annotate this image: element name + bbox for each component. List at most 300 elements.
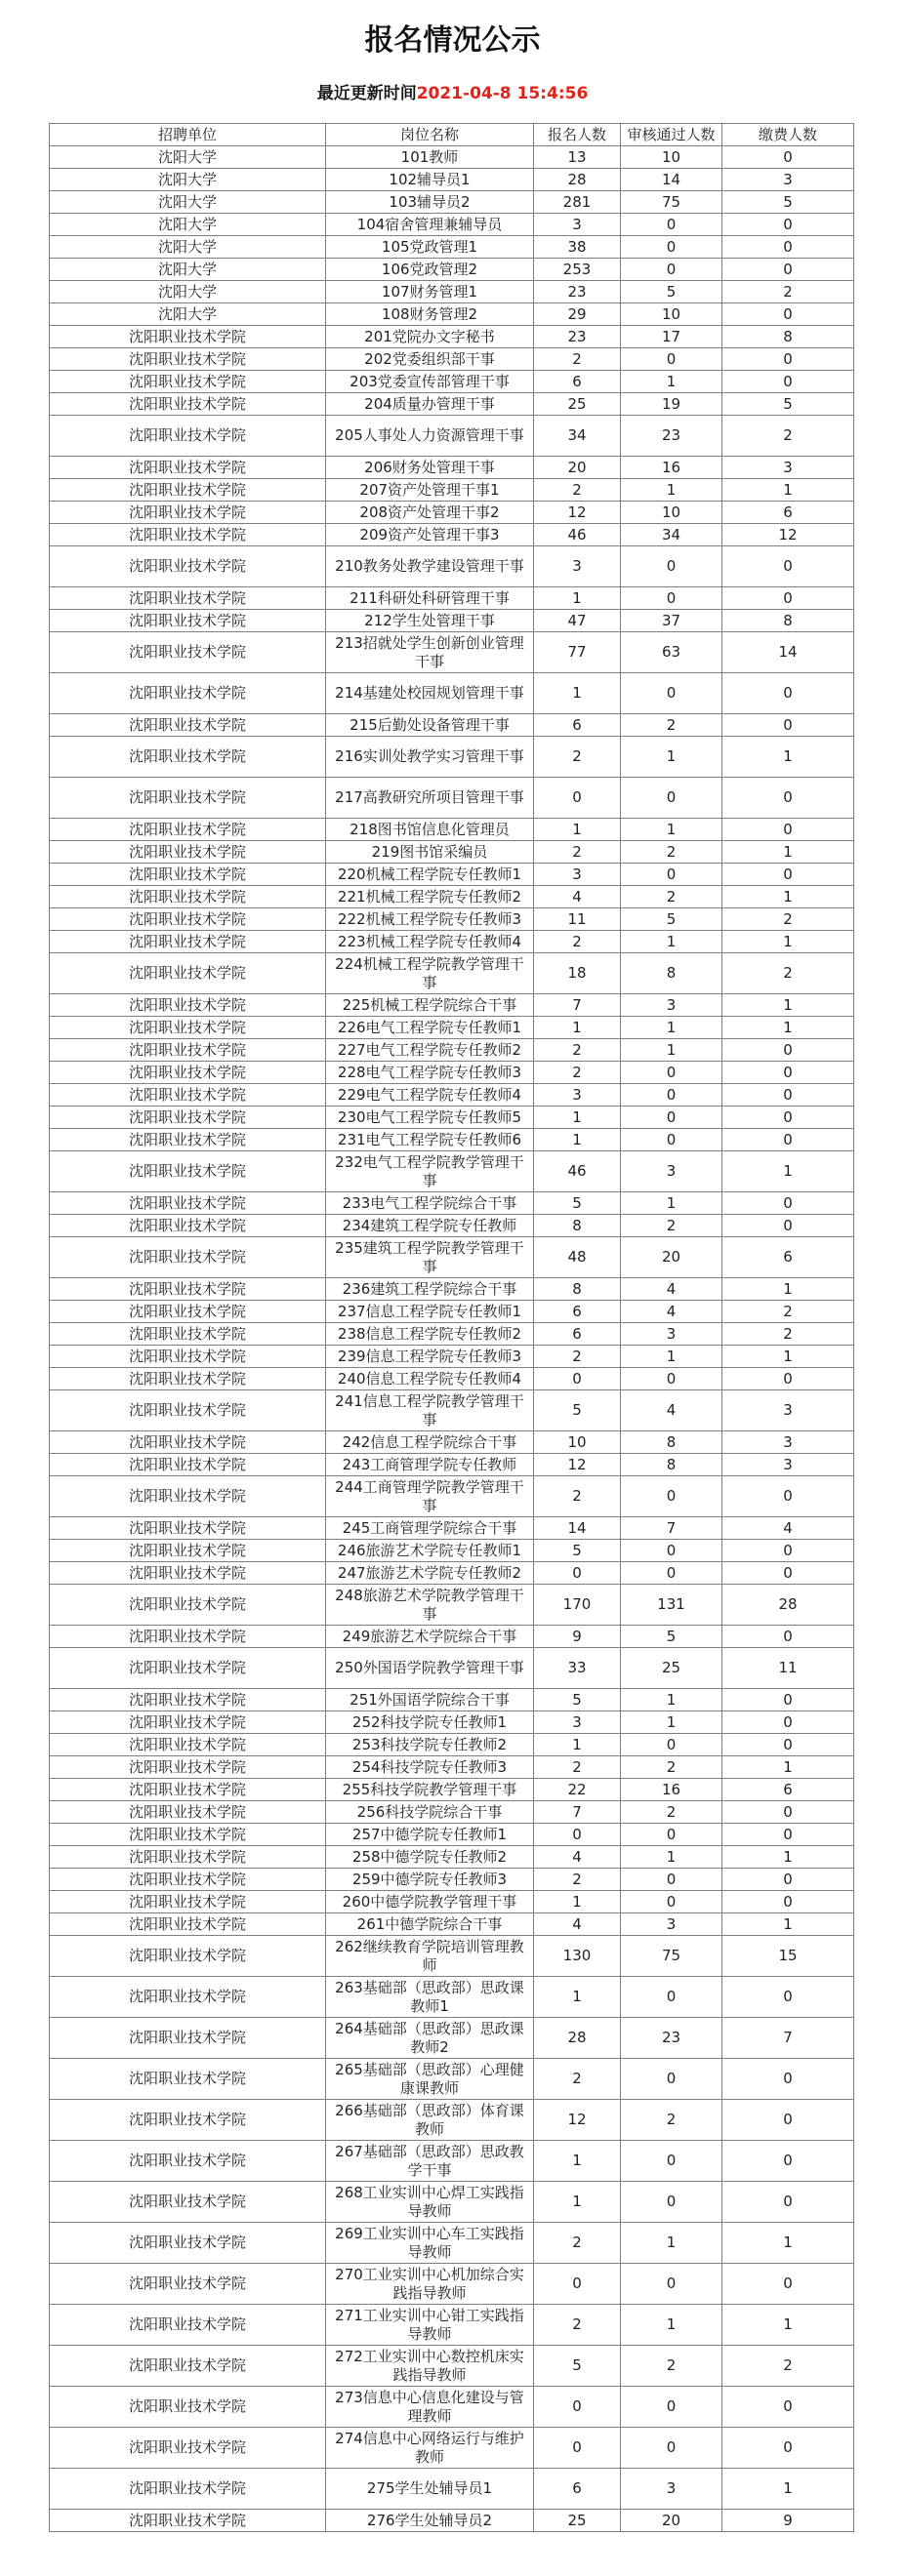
unit-cell: 沈阳职业技术学院 — [50, 737, 326, 778]
unit-cell: 沈阳职业技术学院 — [50, 714, 326, 737]
table-row — [50, 1913, 854, 1936]
paid-cell: 12 — [722, 524, 854, 546]
paid-cell: 1 — [722, 2223, 854, 2264]
table-row — [50, 953, 854, 994]
post-cell: 218图书馆信息化管理员 — [326, 819, 534, 841]
applicants-cell: 0 — [534, 1368, 621, 1390]
approved-cell: 2 — [621, 1756, 722, 1779]
applicants-cell: 2 — [534, 1346, 621, 1368]
paid-cell: 1 — [722, 1846, 854, 1869]
table-row — [50, 479, 854, 502]
table-row — [50, 1585, 854, 1626]
approved-cell: 14 — [621, 169, 722, 191]
post-cell: 211科研处科研管理干事 — [326, 587, 534, 610]
post-cell: 214基建处校园规划管理干事 — [326, 673, 534, 714]
paid-cell: 1 — [722, 2305, 854, 2346]
paid-cell: 1 — [722, 479, 854, 502]
unit-cell: 沈阳职业技术学院 — [50, 1346, 326, 1368]
post-cell: 227电气工程学院专任教师2 — [326, 1039, 534, 1062]
applicants-cell: 4 — [534, 886, 621, 908]
applicants-cell: 11 — [534, 908, 621, 931]
post-cell: 251外国语学院综合干事 — [326, 1689, 534, 1711]
approved-cell: 1 — [621, 819, 722, 841]
post-cell: 206财务处管理干事 — [326, 457, 534, 479]
approved-cell: 23 — [621, 416, 722, 457]
unit-cell: 沈阳职业技术学院 — [50, 524, 326, 546]
applicants-cell: 1 — [534, 1891, 621, 1913]
post-cell: 243工商管理学院专任教师 — [326, 1454, 534, 1476]
approved-cell: 0 — [621, 587, 722, 610]
paid-cell: 6 — [722, 1237, 854, 1278]
approved-cell: 0 — [621, 1891, 722, 1913]
paid-cell: 0 — [722, 259, 854, 281]
unit-cell: 沈阳大学 — [50, 214, 326, 236]
paid-cell: 3 — [722, 1390, 854, 1431]
applicants-cell: 48 — [534, 1237, 621, 1278]
paid-cell: 1 — [722, 886, 854, 908]
approved-cell: 0 — [621, 2428, 722, 2469]
unit-cell: 沈阳职业技术学院 — [50, 1129, 326, 1151]
table-row — [50, 303, 854, 326]
approved-cell: 0 — [621, 259, 722, 281]
applicants-cell: 1 — [534, 2141, 621, 2182]
table-row — [50, 348, 854, 371]
table-row — [50, 610, 854, 632]
unit-cell: 沈阳职业技术学院 — [50, 1107, 326, 1129]
applicants-cell: 29 — [534, 303, 621, 326]
paid-cell: 3 — [722, 457, 854, 479]
unit-cell: 沈阳职业技术学院 — [50, 1689, 326, 1711]
table-row — [50, 908, 854, 931]
paid-cell: 0 — [722, 673, 854, 714]
unit-cell: 沈阳职业技术学院 — [50, 348, 326, 371]
table-row — [50, 236, 854, 259]
approved-cell: 17 — [621, 326, 722, 348]
post-cell: 104宿舍管理兼辅导员 — [326, 214, 534, 236]
post-cell: 265基础部（思政部）心理健康课教师 — [326, 2059, 534, 2100]
applicants-cell: 5 — [534, 1390, 621, 1431]
unit-cell: 沈阳职业技术学院 — [50, 1368, 326, 1390]
paid-cell: 1 — [722, 737, 854, 778]
approved-cell: 23 — [621, 2018, 722, 2059]
table-row — [50, 1734, 854, 1756]
applicants-cell: 18 — [534, 953, 621, 994]
unit-cell: 沈阳职业技术学院 — [50, 2346, 326, 2387]
post-cell: 276学生处辅导员2 — [326, 2510, 534, 2532]
paid-cell: 0 — [722, 546, 854, 587]
unit-cell: 沈阳职业技术学院 — [50, 841, 326, 864]
unit-cell: 沈阳职业技术学院 — [50, 1734, 326, 1756]
paid-cell: 0 — [722, 587, 854, 610]
paid-cell: 5 — [722, 393, 854, 416]
approved-cell: 5 — [621, 281, 722, 303]
table-row — [50, 931, 854, 953]
post-cell: 252科技学院专任教师1 — [326, 1711, 534, 1734]
applicants-cell: 1 — [534, 1017, 621, 1039]
table-row — [50, 2018, 854, 2059]
post-cell: 213招就处学生创新创业管理干事 — [326, 632, 534, 673]
table-row — [50, 1062, 854, 1084]
table-row — [50, 1540, 854, 1562]
table-row — [50, 819, 854, 841]
applicants-cell: 1 — [534, 1734, 621, 1756]
approved-cell: 25 — [621, 1648, 722, 1689]
post-cell: 234建筑工程学院专任教师 — [326, 1215, 534, 1237]
unit-cell: 沈阳职业技术学院 — [50, 457, 326, 479]
applicants-cell: 13 — [534, 146, 621, 169]
table-row — [50, 1237, 854, 1278]
post-cell: 221机械工程学院专任教师2 — [326, 886, 534, 908]
table-row — [50, 1476, 854, 1517]
post-cell: 256科技学院综合干事 — [326, 1801, 534, 1824]
unit-cell: 沈阳职业技术学院 — [50, 2428, 326, 2469]
paid-cell: 3 — [722, 1454, 854, 1476]
applicants-cell: 2 — [534, 1476, 621, 1517]
paid-cell: 3 — [722, 1431, 854, 1454]
unit-cell: 沈阳职业技术学院 — [50, 479, 326, 502]
unit-cell: 沈阳职业技术学院 — [50, 2264, 326, 2305]
registration-table — [49, 123, 854, 2532]
unit-cell: 沈阳职业技术学院 — [50, 1084, 326, 1107]
approved-cell: 4 — [621, 1278, 722, 1301]
paid-cell: 0 — [722, 1107, 854, 1129]
approved-cell: 0 — [621, 2141, 722, 2182]
paid-cell: 5 — [722, 191, 854, 214]
unit-cell: 沈阳职业技术学院 — [50, 1017, 326, 1039]
applicants-cell: 281 — [534, 191, 621, 214]
paid-cell: 0 — [722, 1689, 854, 1711]
table-row — [50, 1648, 854, 1689]
unit-cell: 沈阳职业技术学院 — [50, 2305, 326, 2346]
post-cell: 217高教研究所项目管理干事 — [326, 778, 534, 819]
post-cell: 249旅游艺术学院综合干事 — [326, 1626, 534, 1648]
unit-cell: 沈阳职业技术学院 — [50, 416, 326, 457]
applicants-cell: 3 — [534, 546, 621, 587]
unit-cell: 沈阳职业技术学院 — [50, 1779, 326, 1801]
approved-cell: 131 — [621, 1585, 722, 1626]
applicants-cell: 0 — [534, 778, 621, 819]
applicants-cell: 28 — [534, 2018, 621, 2059]
post-cell: 107财务管理1 — [326, 281, 534, 303]
paid-cell: 0 — [722, 1368, 854, 1390]
unit-cell: 沈阳职业技术学院 — [50, 1585, 326, 1626]
approved-cell: 16 — [621, 457, 722, 479]
unit-cell: 沈阳职业技术学院 — [50, 908, 326, 931]
post-cell: 272工业实训中心数控机床实践指导教师 — [326, 2346, 534, 2387]
table-header-row — [50, 124, 854, 146]
applicants-cell: 6 — [534, 371, 621, 393]
applicants-cell: 130 — [534, 1936, 621, 1977]
approved-cell: 3 — [621, 1323, 722, 1346]
unit-cell: 沈阳职业技术学院 — [50, 610, 326, 632]
unit-cell: 沈阳大学 — [50, 236, 326, 259]
applicants-cell: 25 — [534, 2510, 621, 2532]
table-row — [50, 1346, 854, 1368]
post-cell: 241信息工程学院教学管理干事 — [326, 1390, 534, 1431]
post-cell: 259中德学院专任教师3 — [326, 1869, 534, 1891]
applicants-cell: 23 — [534, 326, 621, 348]
applicants-cell: 1 — [534, 1129, 621, 1151]
post-cell: 268工业实训中心焊工实践指导教师 — [326, 2182, 534, 2223]
paid-cell: 1 — [722, 931, 854, 953]
post-cell: 101教师 — [326, 146, 534, 169]
last-updated-label: 最近更新时间 — [316, 84, 417, 103]
applicants-cell: 2 — [534, 1062, 621, 1084]
approved-cell: 0 — [621, 1734, 722, 1756]
applicants-cell: 2 — [534, 2059, 621, 2100]
approved-cell: 7 — [621, 1517, 722, 1540]
applicants-cell: 10 — [534, 1431, 621, 1454]
unit-cell: 沈阳职业技术学院 — [50, 2223, 326, 2264]
post-cell: 201党院办文字秘书 — [326, 326, 534, 348]
unit-cell: 沈阳职业技术学院 — [50, 673, 326, 714]
paid-cell: 9 — [722, 2510, 854, 2532]
post-cell: 275学生处辅导员1 — [326, 2469, 534, 2510]
unit-cell: 沈阳职业技术学院 — [50, 2510, 326, 2532]
approved-cell: 5 — [621, 908, 722, 931]
unit-cell: 沈阳职业技术学院 — [50, 1540, 326, 1562]
paid-cell: 15 — [722, 1936, 854, 1977]
paid-cell: 0 — [722, 348, 854, 371]
applicants-cell: 0 — [534, 2428, 621, 2469]
col-header-unit: 招聘单位 — [50, 124, 326, 146]
applicants-cell: 12 — [534, 502, 621, 524]
applicants-cell: 0 — [534, 2387, 621, 2428]
unit-cell: 沈阳职业技术学院 — [50, 1891, 326, 1913]
paid-cell: 8 — [722, 326, 854, 348]
table-row — [50, 169, 854, 191]
approved-cell: 0 — [621, 1084, 722, 1107]
paid-cell: 0 — [722, 1192, 854, 1215]
unit-cell: 沈阳职业技术学院 — [50, 1301, 326, 1323]
applicants-cell: 3 — [534, 864, 621, 886]
paid-cell: 0 — [722, 1626, 854, 1648]
post-cell: 261中德学院综合干事 — [326, 1913, 534, 1936]
paid-cell: 0 — [722, 2141, 854, 2182]
unit-cell: 沈阳职业技术学院 — [50, 2059, 326, 2100]
table-row — [50, 2305, 854, 2346]
applicants-cell: 12 — [534, 1454, 621, 1476]
applicants-cell: 1 — [534, 1977, 621, 2018]
table-row — [50, 1689, 854, 1711]
paid-cell: 1 — [722, 841, 854, 864]
post-cell: 223机械工程学院专任教师4 — [326, 931, 534, 953]
paid-cell: 2 — [722, 1301, 854, 1323]
unit-cell: 沈阳大学 — [50, 146, 326, 169]
post-cell: 267基础部（思政部）思政教学干事 — [326, 2141, 534, 2182]
applicants-cell: 6 — [534, 1301, 621, 1323]
approved-cell: 0 — [621, 1062, 722, 1084]
post-cell: 250外国语学院教学管理干事 — [326, 1648, 534, 1689]
table-row — [50, 2346, 854, 2387]
last-updated-time: 2021-04-8 15:4:56 — [416, 84, 589, 103]
post-cell: 271工业实训中心钳工实践指导教师 — [326, 2305, 534, 2346]
unit-cell: 沈阳职业技术学院 — [50, 1869, 326, 1891]
post-cell: 248旅游艺术学院教学管理干事 — [326, 1585, 534, 1626]
applicants-cell: 1 — [534, 673, 621, 714]
post-cell: 222机械工程学院专任教师3 — [326, 908, 534, 931]
table-row — [50, 1129, 854, 1151]
unit-cell: 沈阳职业技术学院 — [50, 632, 326, 673]
unit-cell: 沈阳职业技术学院 — [50, 1390, 326, 1431]
approved-cell: 0 — [621, 1368, 722, 1390]
approved-cell: 0 — [621, 348, 722, 371]
post-cell: 244工商管理学院教学管理干事 — [326, 1476, 534, 1517]
page-title: 报名情况公示 — [364, 23, 541, 58]
approved-cell: 8 — [621, 1431, 722, 1454]
paid-cell: 0 — [722, 214, 854, 236]
approved-cell: 1 — [621, 371, 722, 393]
applicants-cell: 170 — [534, 1585, 621, 1626]
paid-cell: 3 — [722, 169, 854, 191]
approved-cell: 3 — [621, 1913, 722, 1936]
approved-cell: 0 — [621, 546, 722, 587]
post-cell: 210教务处教学建设管理干事 — [326, 546, 534, 587]
unit-cell: 沈阳职业技术学院 — [50, 2018, 326, 2059]
paid-cell: 0 — [722, 2100, 854, 2141]
post-cell: 258中德学院专任教师2 — [326, 1846, 534, 1869]
unit-cell: 沈阳职业技术学院 — [50, 2387, 326, 2428]
unit-cell: 沈阳职业技术学院 — [50, 886, 326, 908]
applicants-cell: 34 — [534, 416, 621, 457]
paid-cell: 6 — [722, 502, 854, 524]
unit-cell: 沈阳职业技术学院 — [50, 1626, 326, 1648]
applicants-cell: 20 — [534, 457, 621, 479]
applicants-cell: 2 — [534, 348, 621, 371]
table-row — [50, 1801, 854, 1824]
applicants-cell: 9 — [534, 1626, 621, 1648]
paid-cell: 4 — [722, 1517, 854, 1540]
table-row — [50, 1151, 854, 1192]
post-cell: 203党委宣传部管理干事 — [326, 371, 534, 393]
post-cell: 236建筑工程学院综合干事 — [326, 1278, 534, 1301]
paid-cell: 0 — [722, 1977, 854, 2018]
applicants-cell: 33 — [534, 1648, 621, 1689]
post-cell: 262继续教育学院培训管理教师 — [326, 1936, 534, 1977]
approved-cell: 8 — [621, 1454, 722, 1476]
approved-cell: 75 — [621, 191, 722, 214]
unit-cell: 沈阳职业技术学院 — [50, 371, 326, 393]
approved-cell: 1 — [621, 1192, 722, 1215]
unit-cell: 沈阳职业技术学院 — [50, 1562, 326, 1585]
post-cell: 231电气工程学院专任教师6 — [326, 1129, 534, 1151]
approved-cell: 0 — [621, 1562, 722, 1585]
post-cell: 264基础部（思政部）思政课教师2 — [326, 2018, 534, 2059]
unit-cell: 沈阳职业技术学院 — [50, 1454, 326, 1476]
post-cell: 202党委组织部干事 — [326, 348, 534, 371]
table-row — [50, 457, 854, 479]
post-cell: 230电气工程学院专任教师5 — [326, 1107, 534, 1129]
applicants-cell: 2 — [534, 1039, 621, 1062]
unit-cell: 沈阳大学 — [50, 169, 326, 191]
approved-cell: 2 — [621, 2100, 722, 2141]
table-row — [50, 371, 854, 393]
table-row — [50, 259, 854, 281]
table-row — [50, 2141, 854, 2182]
post-cell: 260中德学院教学管理干事 — [326, 1891, 534, 1913]
paid-cell: 11 — [722, 1648, 854, 1689]
applicants-cell: 3 — [534, 1711, 621, 1734]
table-row — [50, 1936, 854, 1977]
approved-cell: 0 — [621, 1129, 722, 1151]
post-cell: 247旅游艺术学院专任教师2 — [326, 1562, 534, 1585]
table-row — [50, 864, 854, 886]
approved-cell: 5 — [621, 1626, 722, 1648]
paid-cell: 0 — [722, 2182, 854, 2223]
table-row — [50, 1517, 854, 1540]
paid-cell: 2 — [722, 1323, 854, 1346]
table-row — [50, 281, 854, 303]
table-row — [50, 1562, 854, 1585]
paid-cell: 0 — [722, 1824, 854, 1846]
unit-cell: 沈阳职业技术学院 — [50, 1846, 326, 1869]
post-cell: 209资产处管理干事3 — [326, 524, 534, 546]
table-row — [50, 1301, 854, 1323]
post-cell: 224机械工程学院教学管理干事 — [326, 953, 534, 994]
paid-cell: 1 — [722, 1346, 854, 1368]
table-row — [50, 2428, 854, 2469]
table-row — [50, 1017, 854, 1039]
post-cell: 235建筑工程学院教学管理干事 — [326, 1237, 534, 1278]
unit-cell: 沈阳职业技术学院 — [50, 546, 326, 587]
unit-cell: 沈阳大学 — [50, 259, 326, 281]
unit-cell: 沈阳职业技术学院 — [50, 326, 326, 348]
applicants-cell: 6 — [534, 1323, 621, 1346]
paid-cell: 0 — [722, 714, 854, 737]
unit-cell: 沈阳职业技术学院 — [50, 1431, 326, 1454]
post-cell: 238信息工程学院专任教师2 — [326, 1323, 534, 1346]
approved-cell: 75 — [621, 1936, 722, 1977]
applicants-cell: 8 — [534, 1278, 621, 1301]
paid-cell: 0 — [722, 1801, 854, 1824]
post-cell: 225机械工程学院综合干事 — [326, 994, 534, 1017]
approved-cell: 0 — [621, 2264, 722, 2305]
paid-cell: 2 — [722, 416, 854, 457]
post-cell: 245工商管理学院综合干事 — [326, 1517, 534, 1540]
unit-cell: 沈阳职业技术学院 — [50, 1977, 326, 2018]
col-header-post: 岗位名称 — [326, 124, 534, 146]
applicants-cell: 47 — [534, 610, 621, 632]
approved-cell: 1 — [621, 1689, 722, 1711]
unit-cell: 沈阳职业技术学院 — [50, 1151, 326, 1192]
applicants-cell: 1 — [534, 2182, 621, 2223]
approved-cell: 2 — [621, 1215, 722, 1237]
approved-cell: 0 — [621, 2059, 722, 2100]
post-cell: 106党政管理2 — [326, 259, 534, 281]
paid-cell: 0 — [722, 1734, 854, 1756]
unit-cell: 沈阳职业技术学院 — [50, 2141, 326, 2182]
paid-cell: 0 — [722, 1711, 854, 1734]
paid-cell: 2 — [722, 908, 854, 931]
paid-cell: 0 — [722, 778, 854, 819]
applicants-cell: 4 — [534, 1913, 621, 1936]
unit-cell: 沈阳职业技术学院 — [50, 1323, 326, 1346]
unit-cell: 沈阳职业技术学院 — [50, 1039, 326, 1062]
approved-cell: 3 — [621, 994, 722, 1017]
applicants-cell: 3 — [534, 214, 621, 236]
table-row — [50, 191, 854, 214]
unit-cell: 沈阳职业技术学院 — [50, 931, 326, 953]
post-cell: 255科技学院教学管理干事 — [326, 1779, 534, 1801]
post-cell: 257中德学院专任教师1 — [326, 1824, 534, 1846]
applicants-cell: 2 — [534, 1756, 621, 1779]
applicants-cell: 1 — [534, 587, 621, 610]
table-row — [50, 214, 854, 236]
approved-cell: 1 — [621, 1039, 722, 1062]
approved-cell: 0 — [621, 1476, 722, 1517]
unit-cell: 沈阳职业技术学院 — [50, 1278, 326, 1301]
paid-cell: 0 — [722, 819, 854, 841]
